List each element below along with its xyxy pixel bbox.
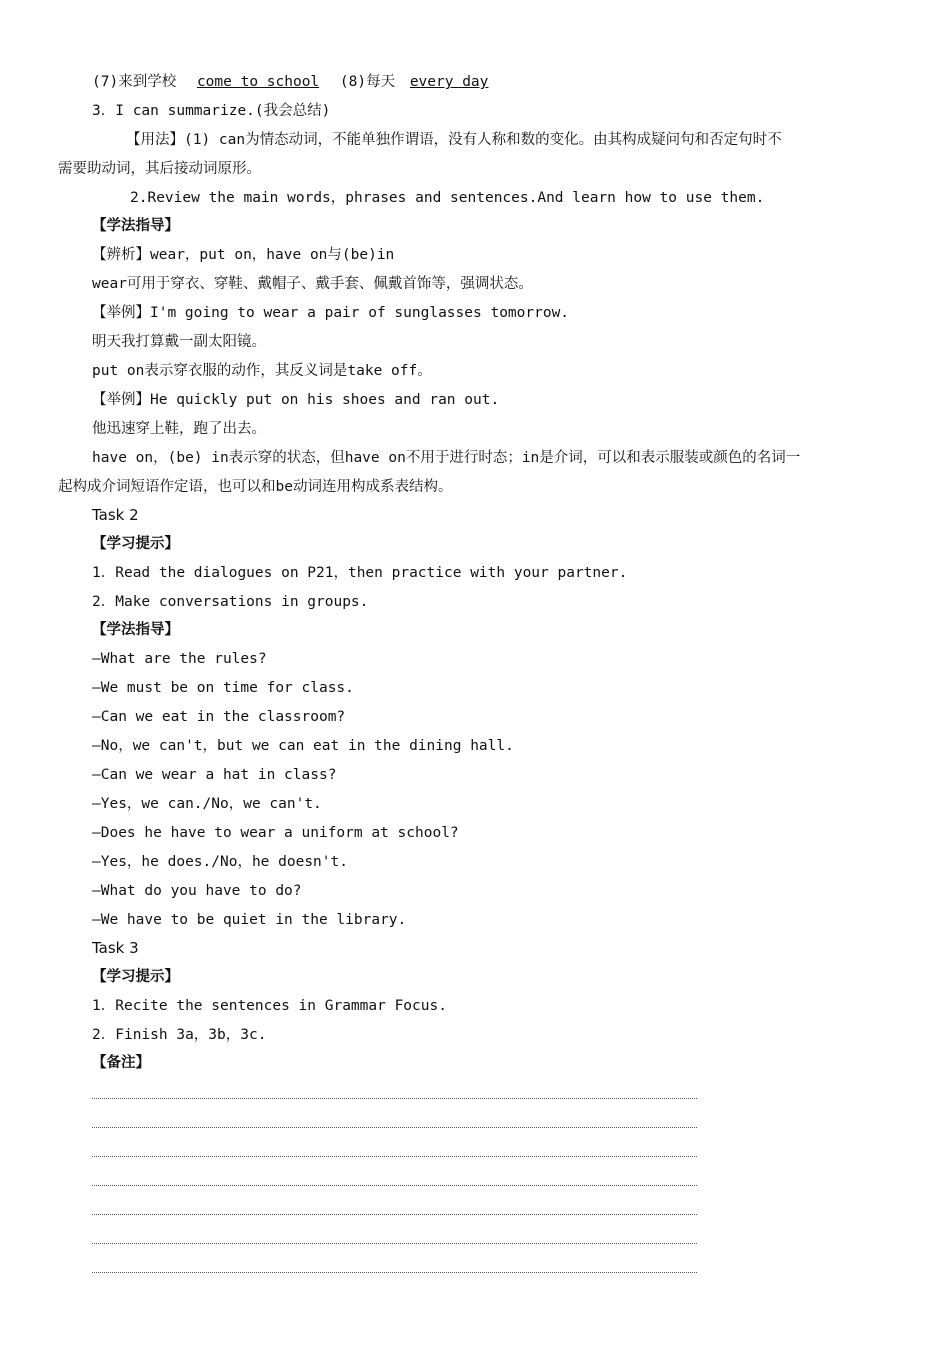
note-writing-line[interactable] bbox=[92, 1127, 697, 1128]
dialogue-line: —We must be on time for class. bbox=[92, 680, 354, 696]
task3-tips-title: 【学习提示】 bbox=[92, 969, 179, 985]
wear-description: wear可用于穿衣、穿鞋、戴帽子、戴手套、佩戴首饰等，强调状态。 bbox=[92, 276, 533, 292]
note-writing-line[interactable] bbox=[92, 1156, 697, 1157]
puton-description: put on表示穿衣服的动作，其反义词是take off。 bbox=[92, 363, 432, 379]
notes-title: 【备注】 bbox=[92, 1055, 150, 1071]
item8-answer: every day bbox=[409, 74, 489, 90]
note-writing-line[interactable] bbox=[92, 1243, 697, 1244]
example-1: 【举例】I'm going to wear a pair of sunglasses tomorrow. bbox=[92, 305, 570, 321]
usage-line-1: 【用法】(1) can为情态动词，不能单独作谓语，没有人称和数的变化。由其构成疑问句和否定句时不 bbox=[126, 132, 782, 148]
haveon-line-1: have on，(be) in表示穿的状态，但have on不用于进行时态；in是介词，可以和表示服装或颜色的名词一 bbox=[92, 450, 801, 466]
dialogue-line: —No，we can't，but we can eat in the dining hall. bbox=[92, 738, 514, 754]
guide-title: 【学法指导】 bbox=[92, 218, 179, 234]
note-writing-line[interactable] bbox=[92, 1272, 697, 1273]
task2-tips-title: 【学习提示】 bbox=[92, 536, 179, 552]
dialogue-line: —We have to be quiet in the library. bbox=[92, 912, 407, 928]
analysis-line: 【辨析】wear，put on，have on与(be)in bbox=[92, 247, 395, 263]
item8-label: (8)每天 bbox=[339, 74, 396, 90]
haveon-line-2: 起构成介词短语作定语，也可以和be动词连用构成系表结构。 bbox=[58, 479, 453, 495]
example-1-translation: 明天我打算戴一副太阳镜。 bbox=[92, 334, 266, 350]
task2-tip: 1．Read the dialogues on P21，then practice with your partner. bbox=[92, 565, 628, 581]
dialogue-line: —Does he have to wear a uniform at school? bbox=[92, 825, 459, 841]
example-2-translation: 他迅速穿上鞋，跑了出去。 bbox=[92, 421, 266, 437]
note-writing-line[interactable] bbox=[92, 1098, 697, 1099]
usage-line-2: 需要助动词，其后接动词原形。 bbox=[58, 161, 261, 177]
note-writing-line[interactable] bbox=[92, 1214, 697, 1215]
dialogue-line: —Yes，he does./No，he doesn't. bbox=[92, 854, 348, 870]
vocab-line bbox=[92, 72, 892, 92]
dialogue-line: —Can we eat in the classroom? bbox=[92, 709, 346, 725]
item7-label: (7)来到学校 bbox=[92, 74, 177, 90]
dialogue-line: —What are the rules? bbox=[92, 651, 267, 667]
review-line: 2.Review the main words，phrases and sentences.And learn how to use them. bbox=[130, 190, 765, 206]
note-writing-line[interactable] bbox=[92, 1185, 697, 1186]
dialogue-line: —Can we wear a hat in class? bbox=[92, 767, 337, 783]
item7-answer: come to school bbox=[196, 74, 320, 90]
dialogue-line: —Yes，we can./No，we can't. bbox=[92, 796, 322, 812]
task2-title: Task 2 bbox=[92, 506, 139, 524]
task3-title: Task 3 bbox=[92, 939, 139, 957]
task2-tip: 2．Make conversations in groups. bbox=[92, 594, 369, 610]
example-2: 【举例】He quickly put on his shoes and ran out. bbox=[92, 392, 500, 408]
task3-tip: 1．Recite the sentences in Grammar Focus. bbox=[92, 998, 447, 1014]
task3-tip: 2．Finish 3a，3b，3c. bbox=[92, 1027, 267, 1043]
dialogue-line: —What do you have to do? bbox=[92, 883, 302, 899]
task2-guide-title: 【学法指导】 bbox=[92, 622, 179, 638]
summarize-heading: 3．I can summarize.(我会总结) bbox=[92, 103, 331, 119]
